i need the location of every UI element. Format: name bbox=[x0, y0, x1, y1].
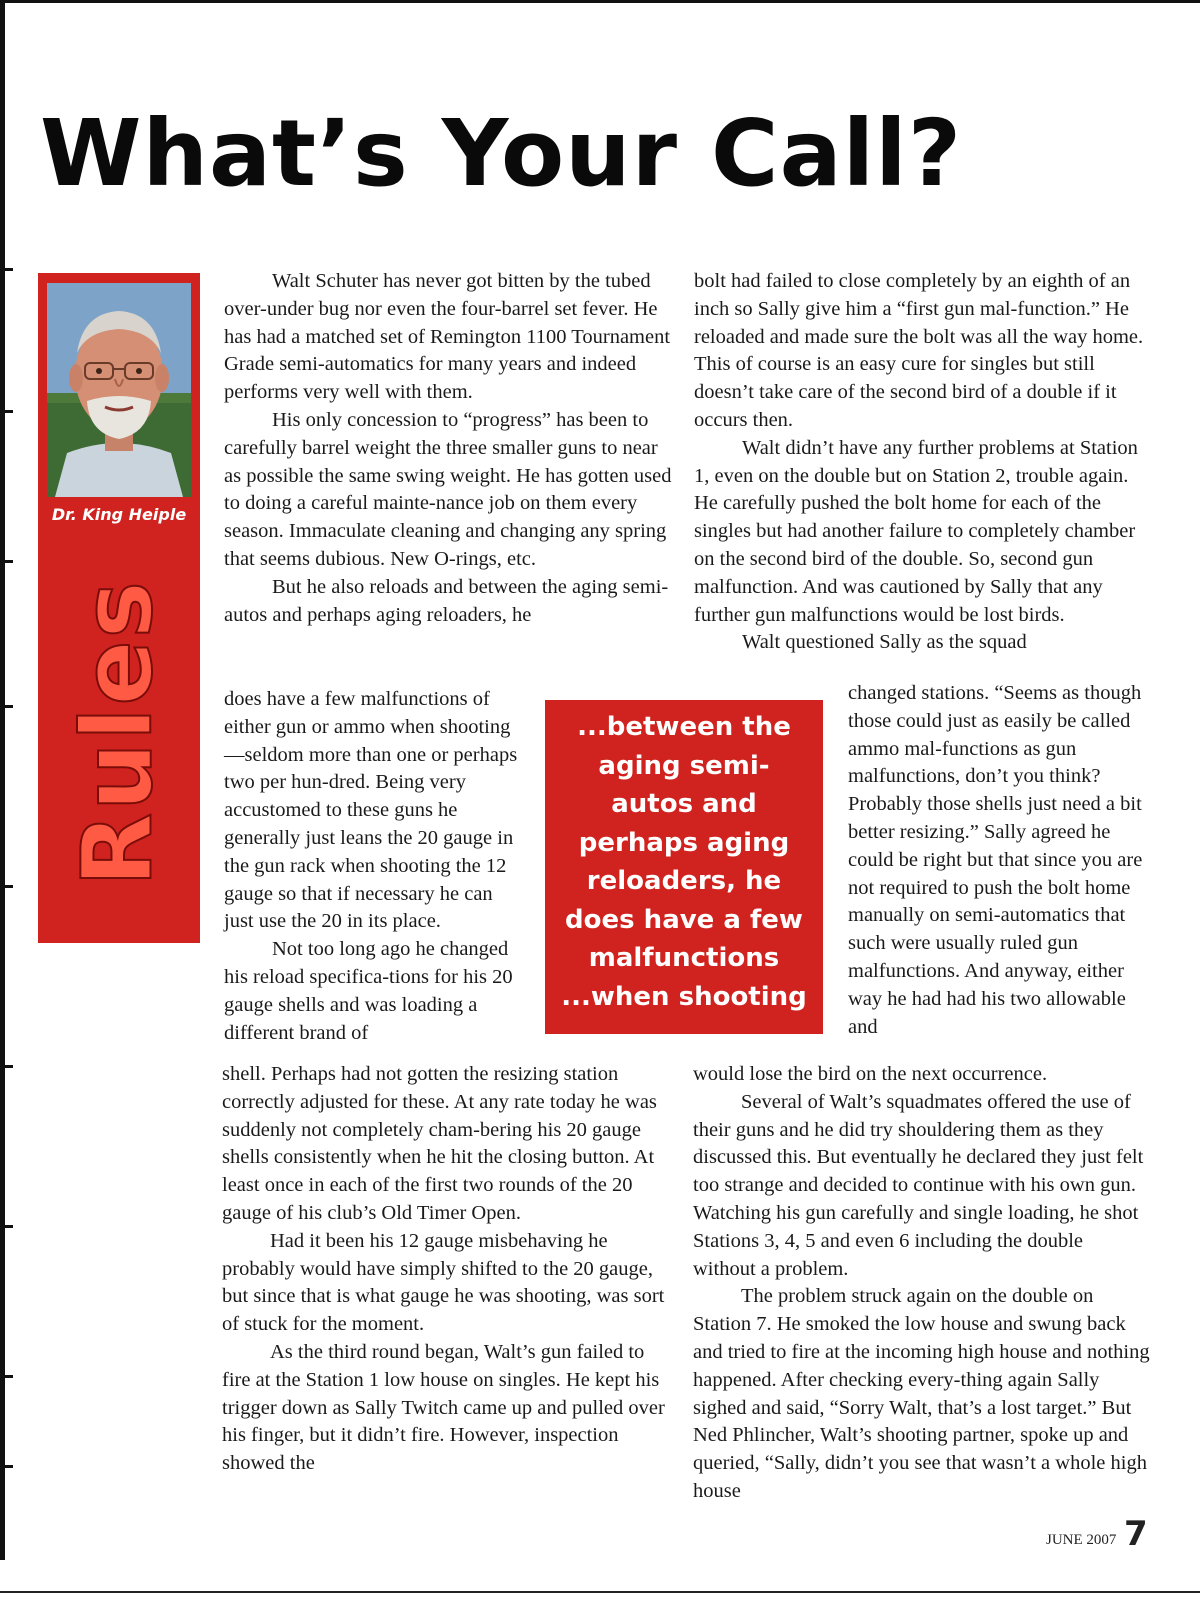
paragraph: Not too long ago he changed his reload specifica-tions for his 20 gauge shells and was loading a different brand of bbox=[224, 938, 513, 1044]
paragraph: Walt questioned Sally as the squad bbox=[742, 631, 1027, 654]
column-2-bottom bbox=[693, 1061, 1150, 1506]
margin-tick bbox=[5, 885, 13, 888]
margin-tick bbox=[5, 1465, 13, 1468]
paragraph: Several of Walt’s squadmates offered the use of their guns and he did try shouldering them as they discussed this. But eventually he declared they just felt too strange and decided to continue with his own gun. Watching his gun carefully and single loading, he shot Stations 3, 4, 5 and even 6 including the double without a problem. bbox=[693, 1090, 1144, 1280]
margin-tick bbox=[5, 1375, 13, 1378]
pull-quote-line: autos and bbox=[611, 789, 757, 819]
pull-quote-line: ...when shooting bbox=[561, 981, 807, 1012]
pull-quote bbox=[545, 700, 823, 1034]
pull-quote-line: does have a few bbox=[565, 904, 803, 935]
margin-tick bbox=[5, 560, 13, 563]
section-label bbox=[62, 579, 175, 887]
author-photo bbox=[47, 283, 191, 497]
paragraph: Had it been his 12 gauge misbehaving he probably would have simply shifted to the 20 gauge, but since that is what gauge he was shooting, was sort of stuck for the moment. bbox=[222, 1229, 665, 1336]
pull-quote-line: reloaders, he bbox=[586, 866, 782, 896]
paragraph: shell. Perhaps had not gotten the resizing station correctly adjusted for these. At any rate today he was suddenly not completely cham-bering his 20 gauge shells consistently when he hit the closing button. At least once in each of the first two rounds of the 20 gauge of his club’s Old Timer Open. bbox=[222, 1063, 657, 1224]
paragraph: does have a few malfunctions of either gun or ammo when shooting—seldom more than one or perhaps two per hun-dred. Being very accustomed to these guns he generally just leans the 20 gauge in the gun rack when shooting the 12 gauge so that if necessary he can just use the 20 in its place. bbox=[224, 688, 518, 933]
left-rule bbox=[0, 0, 5, 1560]
pull-quote-line: perhaps aging bbox=[578, 827, 790, 858]
paragraph: bolt had failed to close completely by an eighth of an inch so Sally give him a “first gun mal-function.” He reloaded and made sure the bolt was all the way home. This of course is an easy cure for singles but still doesn’t take care of the second bird of a double if it occurs then. bbox=[694, 270, 1144, 431]
margin-tick bbox=[5, 1065, 13, 1068]
bottom-rule bbox=[0, 1591, 1200, 1593]
issue-date: JUNE 2007 bbox=[1046, 1532, 1117, 1548]
paragraph: would lose the bird on the next occurrence. bbox=[693, 1063, 1048, 1085]
paragraph: But he also reloads and between the aging semi-autos and perhaps aging reloaders, he bbox=[224, 575, 669, 626]
top-rule bbox=[0, 0, 1200, 3]
margin-tick bbox=[5, 1225, 13, 1228]
paragraph: The problem struck again on the double on Station 7. He smoked the low house and swung back and tried to fire at the incoming high house and nothing happened. After checking every-thing again Sally sighed and said, “Sorry Walt, that’s a lost target.” But Ned Phlincher, Walt’s shooting partner, spoke up and queried, “Sally, didn’t you see that wasn’t a whole high house bbox=[693, 1285, 1150, 1502]
column-1-top bbox=[224, 268, 672, 629]
author-panel bbox=[38, 273, 200, 943]
paragraph: As the third round began, Walt’s gun failed to fire at the Station 1 low house on singles. He kept his trigger down as Sally Twitch came up and pulled over his finger, but it didn’t fire. However, inspection showed the bbox=[222, 1340, 665, 1475]
column-1-bottom bbox=[222, 1061, 672, 1478]
pull-quote-line: aging semi- bbox=[598, 750, 770, 781]
pull-quote-line: ...between the bbox=[577, 712, 791, 742]
author-photo-illustration bbox=[47, 283, 191, 497]
paragraph: Walt Schuter has never got bitten by the tubed over-under bug nor even the four-barrel set fever. He has had a matched set of Remington 1100 Tournament Grade semi-automatics for many years and indeed performs very well with them. bbox=[224, 270, 671, 404]
paragraph: changed stations. “Seems as though those could just as easily be called ammo mal-functions as gun malfunctions, don’t you think? Probably those shells just need a bit better resizing.” Sally agreed he could be right but that since you are not required to push the bolt home manually on semi-automatics that such were usually ruled gun malfunctions. And anyway, either way he had had his two allowable and bbox=[848, 682, 1143, 1038]
paragraph: Walt didn’t have any further problems at Station 1, even on the double but on Station 2, trouble again. He carefully pushed the bolt home for each of the singles but had another failure to completely chamber on the second bird of the double. So, second gun malfunction. And was cautioned by Sally that any further gun malfunctions would be lost birds. bbox=[694, 436, 1138, 626]
margin-tick bbox=[5, 705, 13, 708]
paragraph: His only concession to “progress” has been to carefully barrel weight the three smaller guns to near as possible the same swing weight. He has gotten used to doing a careful mainte-nance job on them every season. Immaculate cleaning and changing any spring that seems dubious. New O-rings, etc. bbox=[224, 408, 672, 570]
page-number: 7 bbox=[1124, 1514, 1148, 1554]
column-2-wrap bbox=[848, 680, 1148, 1041]
margin-tick bbox=[5, 268, 13, 271]
pull-quote-line: malfunctions bbox=[588, 943, 780, 973]
section-label-text: Rules bbox=[62, 579, 175, 887]
column-1-wrap bbox=[224, 686, 524, 1047]
margin-tick bbox=[5, 410, 13, 413]
author-byline: Dr. King Heiple bbox=[51, 505, 187, 524]
column-2-top bbox=[694, 268, 1150, 657]
page-title: What’s Your Call? bbox=[40, 100, 963, 207]
